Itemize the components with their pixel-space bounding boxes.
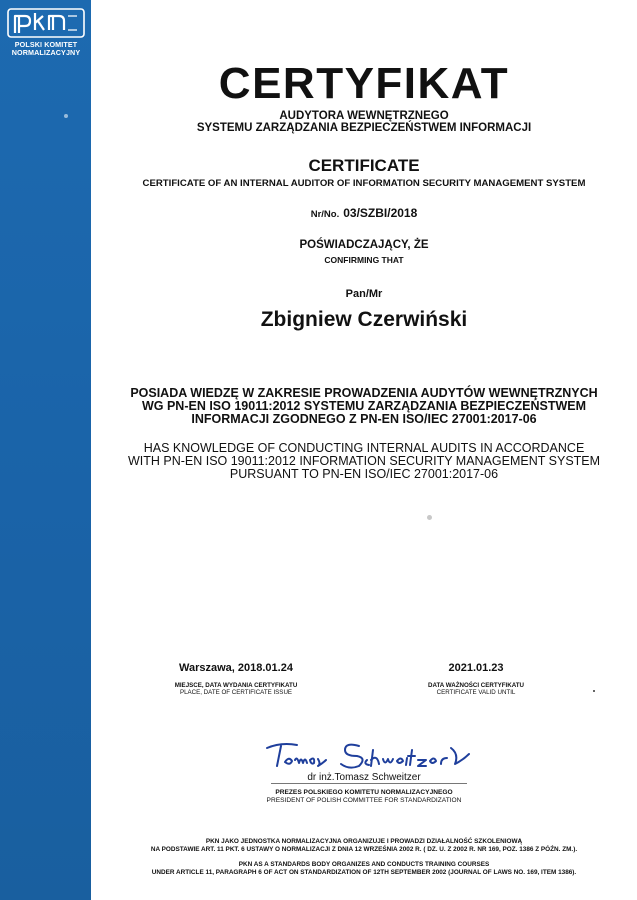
certificate-content [91,0,637,900]
signatory-title-pl: PREZES POLSKIEGO KOMITETU NORMALIZACYJNEGO [275,789,453,796]
handwritten-signature [263,736,473,776]
statement-pl-line3: INFORMACJI ZGODNEGO Z PN-EN ISO/IEC 27001:2017-06 [191,412,537,426]
blue-sidebar [0,0,91,900]
logo-text-line2: NORMALIZACYJNY [11,48,81,57]
footer-pl-line1: PKN JAKO JEDNOSTKA NORMALIZACYJNA ORGANIZUJE I PROWADZI DZIAŁALNOŚĆ SZKOLENIOWĄ [205,838,523,845]
recipient-salutation: Pan/Mr [345,288,383,300]
issue-caption-en: PLACE, DATE OF CERTIFICATE ISSUE [179,689,293,696]
confirming-en: CONFIRMING THAT [324,255,404,265]
issue-caption-pl: MIEJSCE, DATA WYDANIA CERTYFIKATU [174,682,298,689]
statement-en-line1: HAS KNOWLEDGE OF CONDUCTING INTERNAL AUDITS IN ACCORDANCE [143,441,585,455]
validity-caption-pl: DATA WAŻNOŚCI CERTYFIKATU [427,682,524,689]
certificate-number-label: Nr/No. [310,209,340,220]
sidebar-speck [64,114,68,118]
certificate-number-value: 03/SZBI/2018 [343,206,418,220]
footer-en-line1: PKN AS A STANDARDS BODY ORGANIZES AND CONDUCTS TRAINING COURSES [238,861,490,868]
certificate-subtitle-en: CERTIFICATE OF AN INTERNAL AUDITOR OF INFORMATION SECURITY MANAGEMENT SYSTEM [142,178,586,189]
certificate-title-en: CERTIFICATE [308,156,420,175]
certificate-number [91,206,637,222]
pkn-logo [7,8,85,57]
statement-en-line3: PURSUANT TO PN-EN ISO/IEC 27001:2017-06 [229,467,499,481]
statement-en-line2: WITH PN-EN ISO 19011:2012 INFORMATION SECURITY MANAGEMENT SYSTEM [127,454,601,468]
issue-date: Warszawa, 2018.01.24 [179,662,293,674]
signatory-name: dr inż.Tomasz Schweitzer [307,772,421,783]
statement-pl-line2: WG PN-EN ISO 19011:2012 SYSTEMU ZARZĄDZANIA BEZPIECZEŃSTWEM [141,399,587,413]
validity-date: 2021.01.23 [448,662,504,674]
watermark-dot [427,515,432,520]
recipient-name: Zbigniew Czerwiński [260,308,468,331]
statement-pl-line1: POSIADA WIEDZĘ W ZAKRESIE PROWADZENIA AUDYTÓW WEWNĘTRZNYCH [130,386,598,400]
certificate-subtitle-line1: AUDYTORA WEWNĘTRZNEGO [279,110,449,122]
signature-line [271,783,467,784]
scan-speck [593,690,595,692]
certificate-subtitle-line2: SYSTEMU ZARZĄDZANIA BEZPIECZEŃSTWEM INFORMACJI [196,122,532,134]
signatory-title-en: PRESIDENT OF POLISH COMMITTEE FOR STANDARDIZATION [266,797,462,804]
footer-en-line2: UNDER ARTICLE 11, PARAGRAPH 6 OF ACT ON STANDARDIZATION OF 12TH SEPTEMBER 2002 (JOURNAL OF LAWS NO. 169, ITEM 1386). [151,869,577,876]
pkn-logo-mark [7,8,85,38]
confirming-pl: POŚWIADCZAJĄCY, ŻE [299,239,429,251]
logo-text-line1: POLSKI KOMITET [14,40,78,49]
footer-pl-line2: NA PODSTAWIE ART. 11 PKT. 6 USTAWY O NORMALIZACJI Z DNIA 12 WRZEŚNIA 2002 R. ( DZ. U. Z 2002 R. NR 169, POZ. 1386 Z PÓŹN. ZM.). [150,846,578,853]
validity-caption-en: CERTIFICATE VALID UNTIL [436,689,516,696]
certificate-title: CERTYFIKAT [218,59,510,108]
